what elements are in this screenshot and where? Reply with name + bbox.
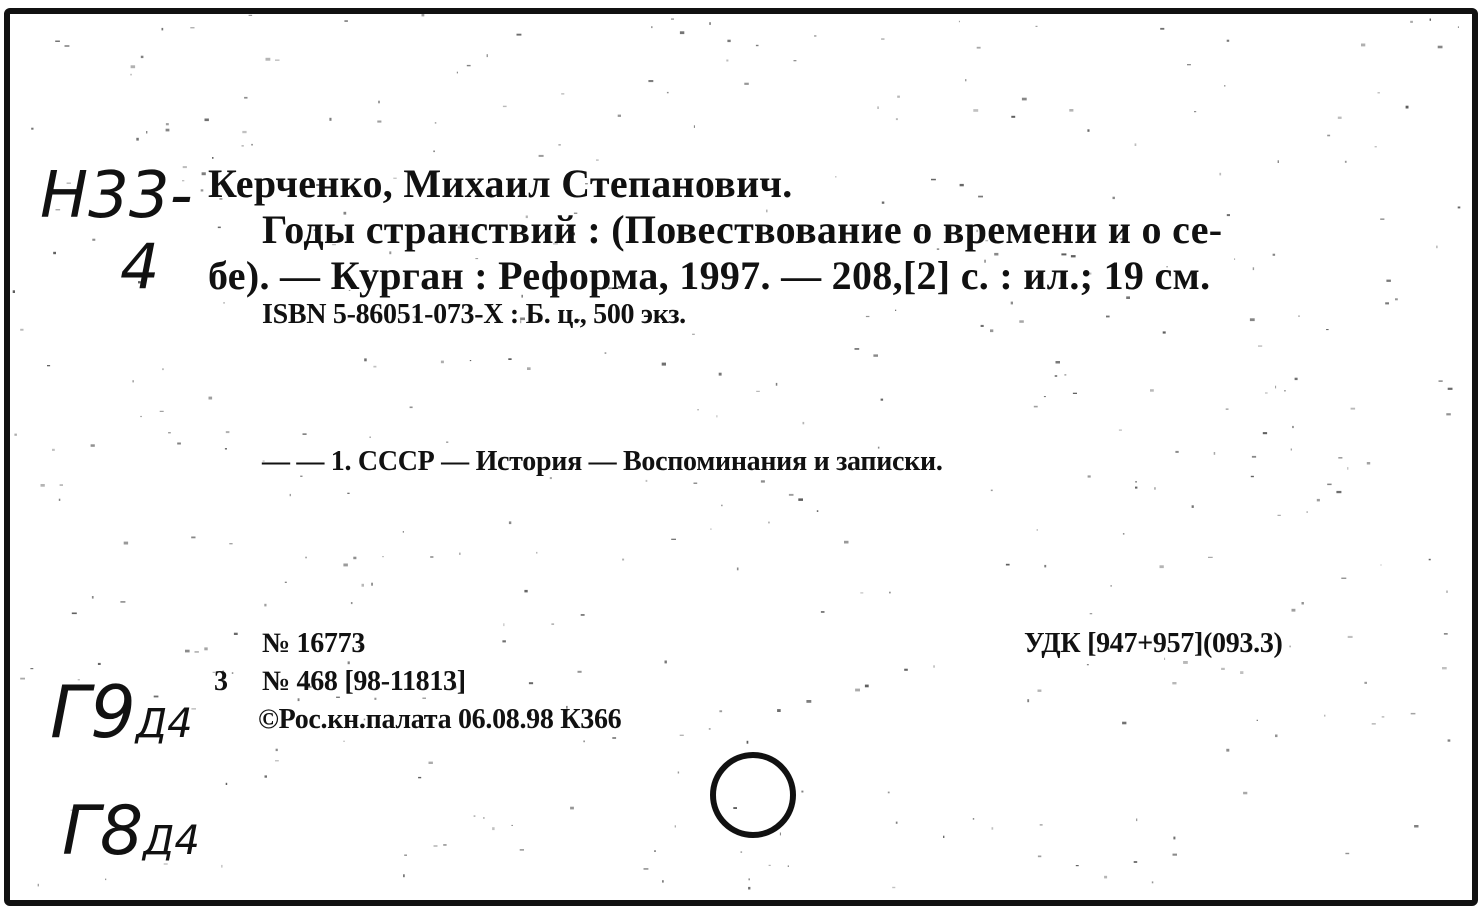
handwritten-mark-1 <box>50 670 193 760</box>
class-code-bottom: 4 <box>120 230 160 303</box>
subject-heading-line: — — 1. СССР — История — Воспоминания и записки. <box>262 446 943 477</box>
mark-1-main: Г9 <box>50 670 136 754</box>
mark-2-sub: Д4 <box>143 818 200 864</box>
handwritten-author-mark <box>120 230 160 303</box>
registration-number: № 468 [98-11813] <box>262 666 466 697</box>
class-code-top: Н33- <box>40 159 193 233</box>
mark-2-main: Г8 <box>62 792 144 871</box>
mark-1-sub: Д4 <box>135 701 193 747</box>
catalog-card <box>4 8 1478 906</box>
punch-hole <box>710 752 796 838</box>
book-chamber-line: ©Рос.кн.палата 06.08.98 К366 <box>258 704 622 735</box>
udk-code: УДК [947+957](093.3) <box>1024 628 1283 659</box>
number-prefix: 3 <box>214 666 228 697</box>
card-number: № 16773 <box>262 628 366 659</box>
handwritten-mark-2 <box>62 792 200 875</box>
title-line-2: бе). — Курган : Реформа, 1997. — 208,[2] с. : ил.; 19 см. <box>208 253 1211 298</box>
isbn-line: ISBN 5-86051-073-X : Б. ц., 500 экз. <box>262 299 686 330</box>
title-line-1: Годы странствий : (Повествование о времени и о се- <box>262 207 1223 252</box>
handwritten-class-code <box>40 159 193 233</box>
author-heading: Керченко, Михаил Степанович. <box>208 161 793 206</box>
